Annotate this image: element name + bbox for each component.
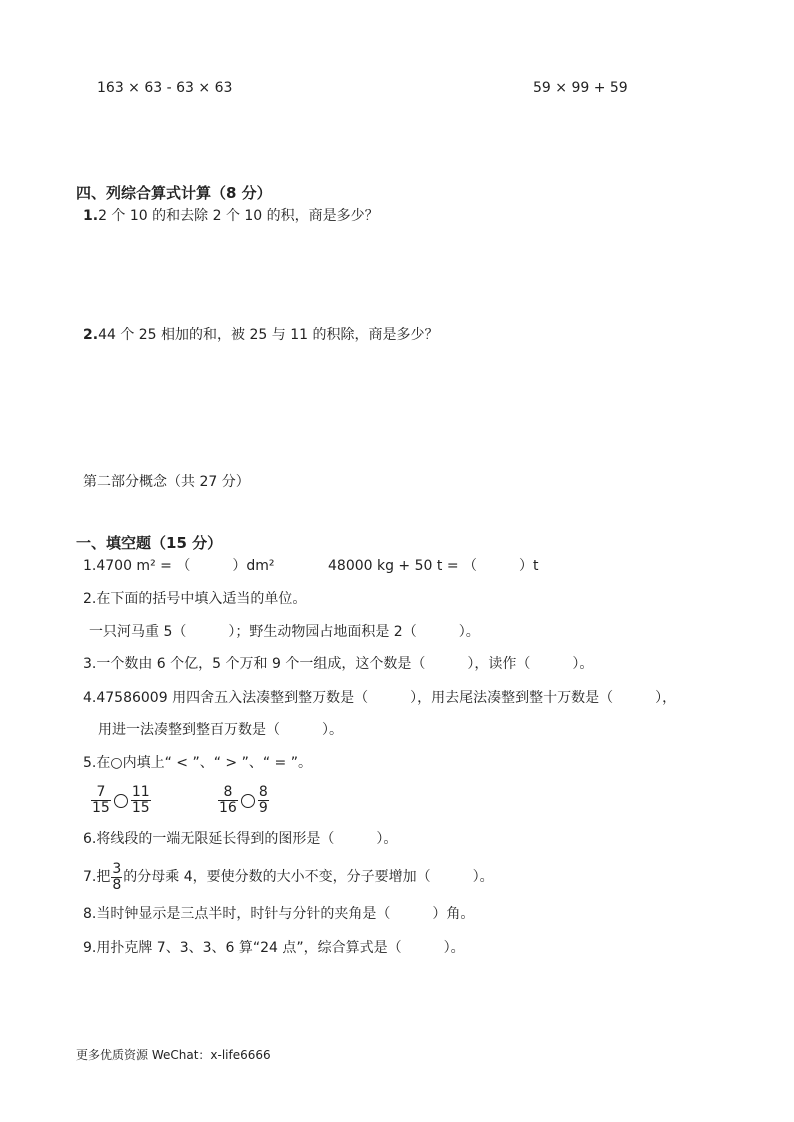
fill-q1-area: 1.4700 m² = （ ）dm² <box>83 558 275 574</box>
fraction: $\frac{11}{15}$ <box>131 784 150 816</box>
compare-pair-b <box>217 785 270 817</box>
part-two-title: 第二部分概念（共 27 分） <box>83 474 250 490</box>
fill-q7-suffix: 的分母乘 4，要使分数的大小不变，分子要增加（ ）。 <box>123 869 494 885</box>
fill-q9: 9.用扑克牌 7、3、3、6 算“24 点”，综合算式是（ ）。 <box>83 940 465 956</box>
section-title-combined-calc: 四、列综合算式计算（8 分） <box>76 184 272 202</box>
fraction: $\frac{3}{8}$ <box>112 860 122 893</box>
fill-q2-line2: 一只河马重 5（ ）；野生动物园占地面积是 2（ ）。 <box>89 624 480 640</box>
fill-q8: 8.当时钟显示是三点半时，时针与分针的夹角是（ ）角。 <box>83 906 475 922</box>
question-2-number: 2. <box>83 327 99 343</box>
fill-q4: 4.47586009 用四舍五入法凑整到整万数是（ ），用去尾法凑整到整十万数是（ ）， <box>83 690 677 706</box>
fill-q5: 5.在○内填上“ < ”、“ > ”、“ = ”。 <box>83 755 312 771</box>
fill-q3: 3.一个数由 6 个亿，5 个万和 9 个一组成，这个数是（ ），读作（ ）。 <box>83 656 594 672</box>
fraction: $\frac{8}{16}$ <box>219 784 237 816</box>
circle-blank <box>241 794 255 808</box>
fill-q1-mass: 48000 kg + 50 t = （ ）t <box>328 558 539 574</box>
question-2-text: 44 个 25 相加的和，被 25 与 11 的积除，商是多少？ <box>98 327 439 343</box>
fill-q2: 2.在下面的括号中填入适当的单位。 <box>83 591 307 607</box>
fraction: $\frac{8}{9}$ <box>258 784 268 816</box>
fill-q4-line2: 用进一法凑整到整百万数是（ ）。 <box>98 722 343 738</box>
expression-left: 163 × 63 - 63 × 63 <box>97 80 233 96</box>
compare-pair-a <box>90 785 152 817</box>
fill-q7-prefix: 7.把 <box>83 869 111 885</box>
fill-q6: 6.将线段的一端无限延长得到的图形是（ ）。 <box>83 831 398 847</box>
fraction: $\frac{7}{15}$ <box>92 784 110 816</box>
question-1 <box>83 206 379 226</box>
circle-blank <box>114 794 128 808</box>
question-1-number: 1. <box>83 208 99 224</box>
footer-text: 更多优质资源 WeChat：x-life6666 <box>76 1048 271 1062</box>
fill-q7 <box>83 861 494 893</box>
section-title-fill-blanks: 一、填空题（15 分） <box>76 534 223 552</box>
question-1-text: 2 个 10 的和去除 2 个 10 的积，商是多少？ <box>98 208 379 224</box>
expression-right: 59 × 99 + 59 <box>533 80 628 96</box>
question-2 <box>83 325 438 345</box>
